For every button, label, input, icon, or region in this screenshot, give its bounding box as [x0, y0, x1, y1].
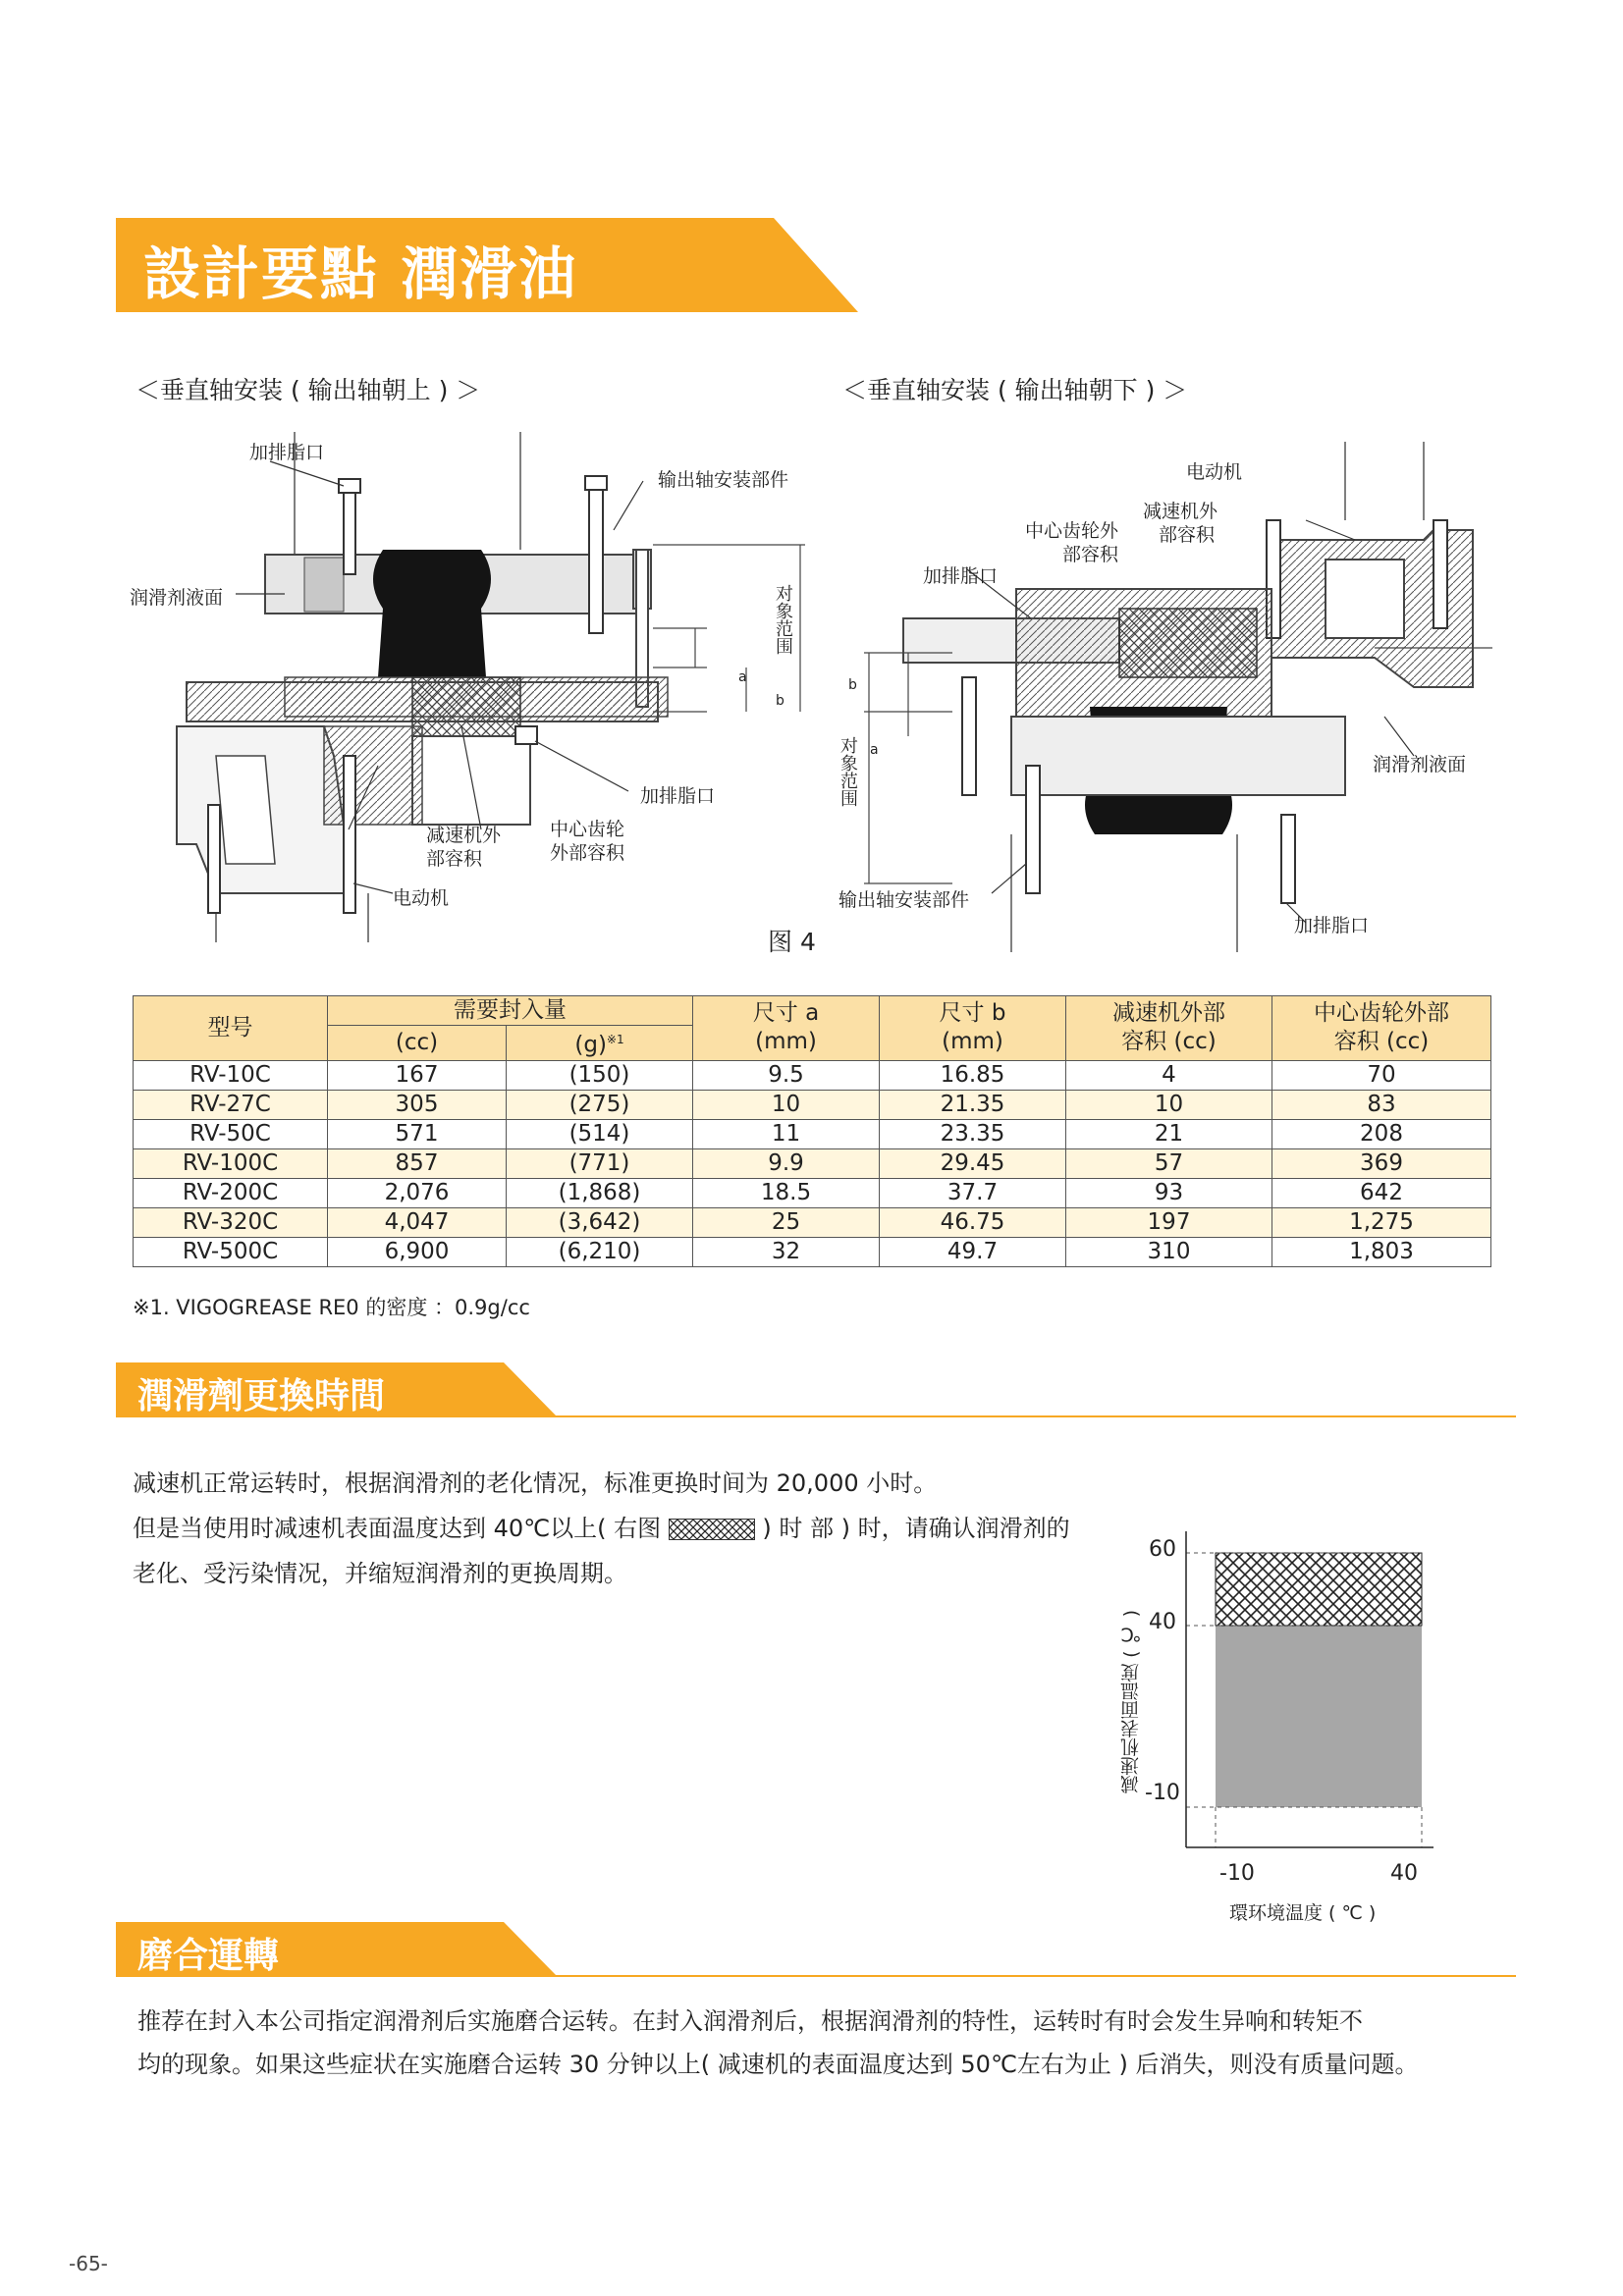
table-cell: 6,900	[328, 1237, 507, 1266]
caution-temperature-region	[1216, 1553, 1422, 1626]
left-center-gear-label-1: 中心齿轮	[550, 819, 625, 840]
replace-para-line1: 减速机正常运转时，根据润滑剂的老化情况，标准更换时间为 20,000 小时。	[133, 1469, 938, 1497]
y-tick-60: 60	[1149, 1537, 1176, 1562]
table-cell: (514)	[507, 1119, 693, 1148]
left-dim-a-label: a	[738, 669, 747, 685]
table-row	[134, 1207, 1491, 1237]
right-center-gear-label-1: 中心齿轮外	[1025, 520, 1119, 542]
replace-para-line3: 老化、受污染情况，并缩短润滑剂的更换周期。	[133, 1560, 627, 1587]
table-row	[134, 1119, 1491, 1148]
table-cell: 369	[1272, 1148, 1491, 1178]
table-cell: 11	[693, 1119, 880, 1148]
left-cross-section-diagram	[157, 432, 825, 942]
breakin-para-line2: 均的现象。如果这些症状在实施磨合运转 30 分钟以上( 减速机的表面温度达到 50℃左右为止 ) 后消失，则没有质量问题。	[137, 2051, 1419, 2078]
table-row	[134, 1060, 1491, 1090]
table-cell: 2,076	[328, 1178, 507, 1207]
left-grease-port-top-label: 加排脂口	[249, 442, 325, 463]
right-grease-port-top-label: 加排脂口	[923, 565, 999, 587]
table-cell: 23.35	[880, 1119, 1066, 1148]
table-row	[134, 1090, 1491, 1119]
right-target-range-label: 对象范围	[838, 736, 858, 807]
hatch-swatch-icon	[669, 1519, 755, 1540]
table-cell: 83	[1272, 1090, 1491, 1119]
table-cell: 18.5	[693, 1178, 880, 1207]
lubricant-spec-table	[133, 995, 1491, 1267]
header-dim-a	[693, 996, 880, 1061]
right-output-shaft-part-label: 输出轴安装部件	[839, 889, 970, 911]
table-cell: RV-200C	[134, 1178, 328, 1207]
table-cell: 29.45	[880, 1148, 1066, 1178]
table-cell: 197	[1066, 1207, 1272, 1237]
header-g-text: (g)	[574, 1032, 607, 1058]
table-cell: 4	[1066, 1060, 1272, 1090]
replace-section-title: 潤滑劑更換時間	[137, 1376, 386, 1416]
y-tick-minus10: -10	[1145, 1781, 1180, 1805]
left-lube-level-label: 润滑剂液面	[130, 587, 224, 609]
table-cell: 4,047	[328, 1207, 507, 1237]
left-motor-label: 电动机	[393, 887, 450, 909]
x-tick-40: 40	[1390, 1861, 1418, 1886]
table-row	[134, 1148, 1491, 1178]
table-cell: 10	[693, 1090, 880, 1119]
header-fill-amount: 需要封入量	[328, 996, 693, 1026]
table-cell: 1,275	[1272, 1207, 1491, 1237]
replace-para-line2-a: 但是当使用时减速机表面温度达到 40℃以上( 右图	[133, 1515, 662, 1542]
figure-label: 图 4	[768, 928, 816, 956]
right-grease-port-bottom-label: 加排脂口	[1294, 915, 1370, 936]
header-gear-volume	[1272, 996, 1491, 1061]
table-cell: RV-50C	[134, 1119, 328, 1148]
table-cell: 9.5	[693, 1060, 880, 1090]
right-center-gear-label-2: 部容积	[1062, 544, 1119, 565]
breakin-section-title: 磨合運轉	[137, 1936, 280, 1976]
table-cell: RV-100C	[134, 1148, 328, 1178]
y-axis-title: 减速机表面温度 ( ℃ )	[1120, 1610, 1142, 1794]
right-reducer-volume-label-2: 部容积	[1159, 524, 1216, 546]
left-dim-b-label: b	[776, 693, 784, 709]
left-grease-port-bottom-label: 加排脂口	[640, 785, 716, 807]
table-cell: 37.7	[880, 1178, 1066, 1207]
table-cell: 310	[1066, 1237, 1272, 1266]
table-cell: (1,868)	[507, 1178, 693, 1207]
x-axis-title: 環环境温度 ( ℃ )	[1229, 1902, 1377, 1924]
table-cell: 16.85	[880, 1060, 1066, 1090]
left-target-range-label: 对象范围	[773, 584, 793, 655]
table-cell: 21	[1066, 1119, 1272, 1148]
header-g-note: ※1	[606, 1033, 624, 1046]
header-gear-volume-line1: 中心齿轮外部	[1314, 1000, 1449, 1027]
table-cell: 21.35	[880, 1090, 1066, 1119]
table-cell: 32	[693, 1237, 880, 1266]
breakin-para-line1: 推荐在封入本公司指定润滑剂后实施磨合运转。在封入润滑剂后，根据润滑剂的特性，运转时有时会发生异响和转矩不	[137, 2007, 1363, 2035]
table-cell: 167	[328, 1060, 507, 1090]
header-dim-b	[880, 996, 1066, 1061]
left-center-gear-label-2: 外部容积	[550, 842, 625, 864]
x-tick-minus10: -10	[1219, 1861, 1255, 1886]
header-dim-b-line1: 尺寸 b	[939, 1000, 1006, 1027]
left-reducer-volume-label-1: 减速机外	[426, 825, 502, 846]
table-body	[134, 1060, 1491, 1266]
header-gear-volume-line2: 容积 (cc)	[1333, 1029, 1430, 1055]
right-reducer-volume-label-1: 减速机外	[1143, 501, 1218, 522]
header-g	[507, 1026, 693, 1061]
table-cell: RV-500C	[134, 1237, 328, 1266]
header-dim-a-line2: (mm)	[755, 1029, 817, 1055]
table-cell: (771)	[507, 1148, 693, 1178]
table-cell: 25	[693, 1207, 880, 1237]
table-cell: (275)	[507, 1090, 693, 1119]
table-cell: 857	[328, 1148, 507, 1178]
left-output-shaft-part-label: 输出轴安装部件	[658, 469, 789, 491]
table-cell: 1,803	[1272, 1237, 1491, 1266]
table-row	[134, 1178, 1491, 1207]
header-dim-a-line1: 尺寸 a	[752, 1000, 820, 1027]
table-cell: 49.7	[880, 1237, 1066, 1266]
normal-temperature-region	[1216, 1626, 1422, 1807]
header-reducer-volume-line2: 容积 (cc)	[1121, 1029, 1217, 1055]
header-model: 型号	[134, 996, 328, 1061]
header-reducer-volume	[1066, 996, 1272, 1061]
left-figure-caption: ＜垂直轴安装 ( 输出轴朝上 ) ＞	[135, 376, 481, 404]
table-cell: 57	[1066, 1148, 1272, 1178]
header-dim-b-line2: (mm)	[942, 1029, 1003, 1055]
table-row	[134, 1237, 1491, 1266]
header-cc: (cc)	[328, 1026, 507, 1061]
replace-para-line2-b: ) 时 部 ) 时，请确认润滑剂的	[762, 1515, 1070, 1542]
table-cell: 571	[328, 1119, 507, 1148]
y-tick-40: 40	[1149, 1610, 1176, 1634]
right-motor-label: 电动机	[1186, 461, 1243, 483]
table-cell: 10	[1066, 1090, 1272, 1119]
table-cell: 46.75	[880, 1207, 1066, 1237]
replace-para-line2	[133, 1506, 1070, 1551]
right-figure-caption: ＜垂直轴安装 ( 输出轴朝下 ) ＞	[842, 376, 1188, 404]
breakin-section-rule	[116, 1975, 1516, 1977]
table-cell: RV-320C	[134, 1207, 328, 1237]
table-cell: (3,642)	[507, 1207, 693, 1237]
table-footnote: ※1. VIGOGREASE RE0 的密度 ：0.9g/cc	[133, 1296, 530, 1319]
table-cell: (6,210)	[507, 1237, 693, 1266]
right-lube-level-label: 润滑剂液面	[1373, 754, 1467, 775]
page-title: 設計要點 潤滑油	[143, 240, 578, 307]
left-reducer-volume-label-2: 部容积	[426, 848, 483, 870]
table-cell: 642	[1272, 1178, 1491, 1207]
header-reducer-volume-line1: 减速机外部	[1112, 1000, 1225, 1027]
table-cell: 305	[328, 1090, 507, 1119]
table-cell: RV-27C	[134, 1090, 328, 1119]
table-cell: 93	[1066, 1178, 1272, 1207]
right-dim-b-label: b	[848, 677, 857, 693]
table-cell: (150)	[507, 1060, 693, 1090]
table-cell: 208	[1272, 1119, 1491, 1148]
right-dim-a-label: a	[870, 742, 879, 758]
table-cell: 9.9	[693, 1148, 880, 1178]
table-cell: 70	[1272, 1060, 1491, 1090]
table-cell: RV-10C	[134, 1060, 328, 1090]
page-number: -65-	[69, 2252, 108, 2275]
